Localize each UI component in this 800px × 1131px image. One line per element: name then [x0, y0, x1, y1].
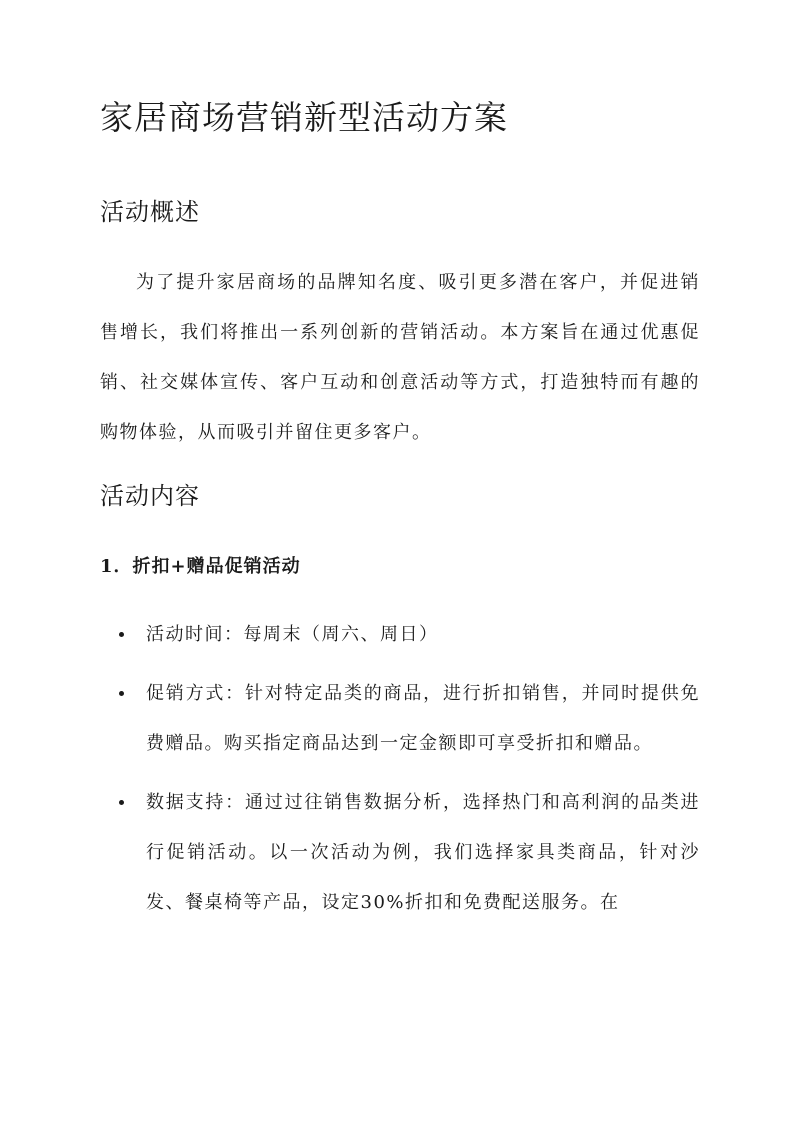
list-item-text: 数据支持：通过过往销售数据分析，选择热门和高利润的品类进行促销活动。以一次活动为例，我们选择家具类商品，针对沙发、餐桌椅等产品，设定30%折扣和免费配送服务。在	[146, 792, 700, 913]
section-heading-content: 活动内容	[100, 482, 200, 510]
section-heading-overview: 活动概述	[100, 198, 200, 226]
bullet-dot-icon	[119, 632, 124, 637]
bullet-list	[100, 610, 700, 928]
list-item	[100, 610, 700, 660]
document-title: 家居商场营销新型活动方案	[100, 98, 508, 137]
list-item	[100, 778, 700, 928]
overview-paragraph: 为了提升家居商场的品牌知名度、吸引更多潜在客户，并促进销售增长，我们将推出一系列创新的营销活动。本方案旨在通过优惠促销、社交媒体宣传、客户互动和创意活动等方式，打造独特而有趣的购物体验，从而吸引并留住更多客户。	[100, 272, 700, 443]
list-item-text: 活动时间：每周末（周六、周日）	[146, 624, 439, 645]
list-item-text: 促销方式：针对特定品类的商品，进行折扣销售，并同时提供免费赠品。购买指定商品达到一定金额即可享受折扣和赠品。	[146, 683, 700, 754]
list-item	[100, 669, 700, 769]
bullet-dot-icon	[119, 800, 124, 805]
bullet-dot-icon	[119, 691, 124, 696]
subheading-discount-gift-promotion: 1．折扣+赠品促销活动	[100, 556, 301, 577]
